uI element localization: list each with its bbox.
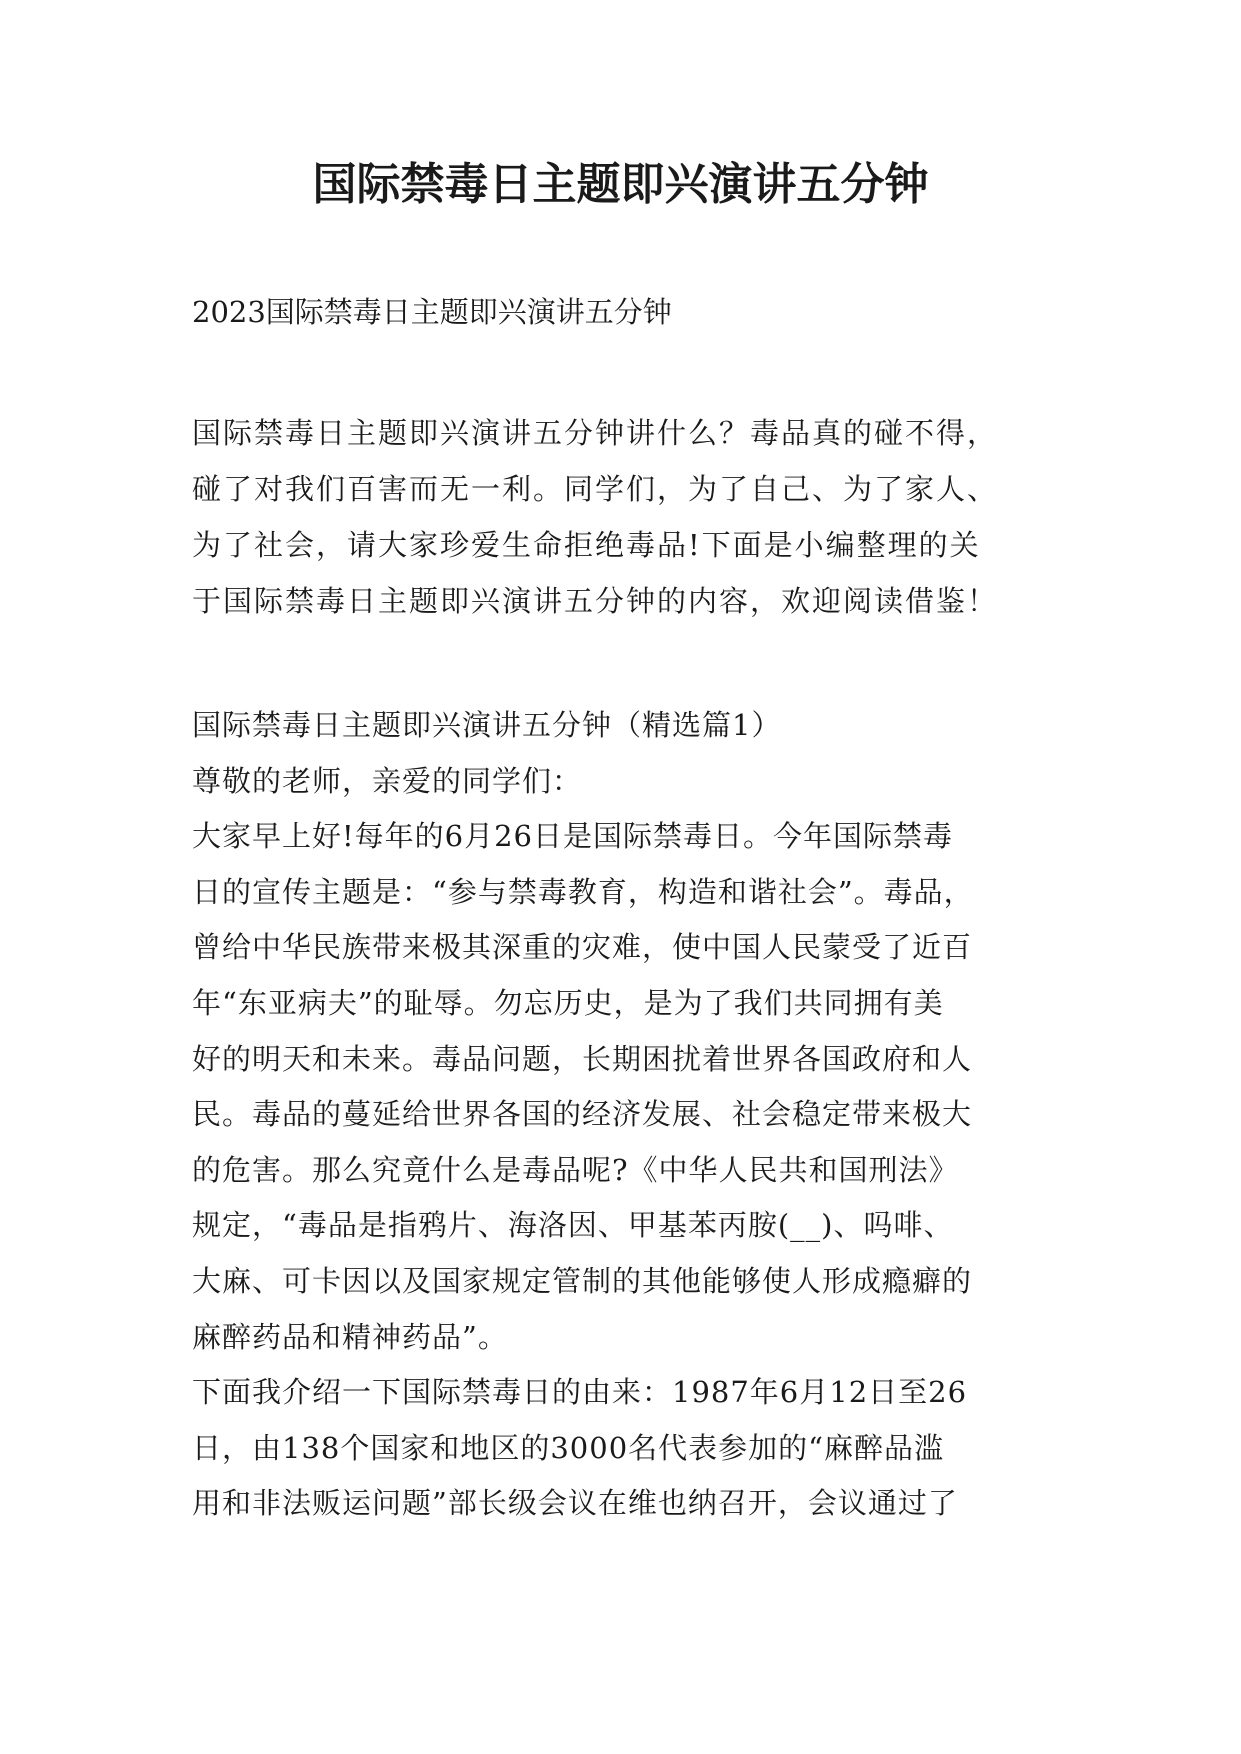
salutation: 尊敬的老师，亲爱的同学们：	[192, 763, 583, 798]
body-line: 用和非法贩运问题”部长级会议在维也纳召开，会议通过了	[192, 1486, 958, 1521]
body-line: 日，由138个国家和地区的3000名代表参加的“麻醉品滥	[192, 1430, 944, 1465]
intro-paragraph	[192, 405, 1082, 629]
body-line: 大家早上好!每年的6月26日是国际禁毒日。今年国际禁毒	[192, 819, 954, 854]
section-heading: 国际禁毒日主题即兴演讲五分钟（精选篇1）	[192, 708, 782, 742]
speech-body	[192, 698, 1082, 1532]
body-line: 好的明天和未来。毒品问题，长期困扰着世界各国政府和人	[192, 1041, 973, 1076]
body-line: 规定，“毒品是指鸦片、海洛因、甲基苯丙胺(__)、吗啡、	[192, 1208, 954, 1243]
body-line: 的危害。那么究竟什么是毒品呢?《中华人民共和国刑法》	[192, 1152, 959, 1187]
body-line: 民。毒品的蔓延给世界各国的经济发展、社会稳定带来极大	[192, 1097, 973, 1132]
intro-line: 国际禁毒日主题即兴演讲五分钟讲什么？毒品真的碰不得，	[192, 416, 999, 450]
intro-line: 为了社会，请大家珍爱生命拒绝毒品!下面是小编整理的关	[192, 528, 981, 562]
document-title: 国际禁毒日主题即兴演讲五分钟	[312, 159, 929, 210]
body-line: 日的宣传主题是：“参与禁毒教育，构造和谐社会”。毒品，	[192, 874, 974, 909]
document-subtitle: 2023国际禁毒日主题即兴演讲五分钟	[192, 295, 672, 329]
intro-line: 碰了对我们百害而无一利。同学们，为了自己、为了家人、	[192, 472, 999, 506]
body-line: 年“东亚病夫”的耻辱。勿忘历史，是为了我们共同拥有美	[192, 985, 944, 1020]
body-line: 下面我介绍一下国际禁毒日的由来：1987年6月12日至26	[192, 1375, 968, 1410]
intro-line: 于国际禁毒日主题即兴演讲五分钟的内容，欢迎阅读借鉴！	[192, 584, 999, 618]
body-line: 麻醉药品和精神药品”。	[192, 1319, 508, 1354]
body-line: 大麻、可卡因以及国家规定管制的其他能够使人形成瘾癖的	[192, 1263, 973, 1298]
body-line: 曾给中华民族带来极其深重的灾难，使中国人民蒙受了近百	[192, 930, 973, 965]
